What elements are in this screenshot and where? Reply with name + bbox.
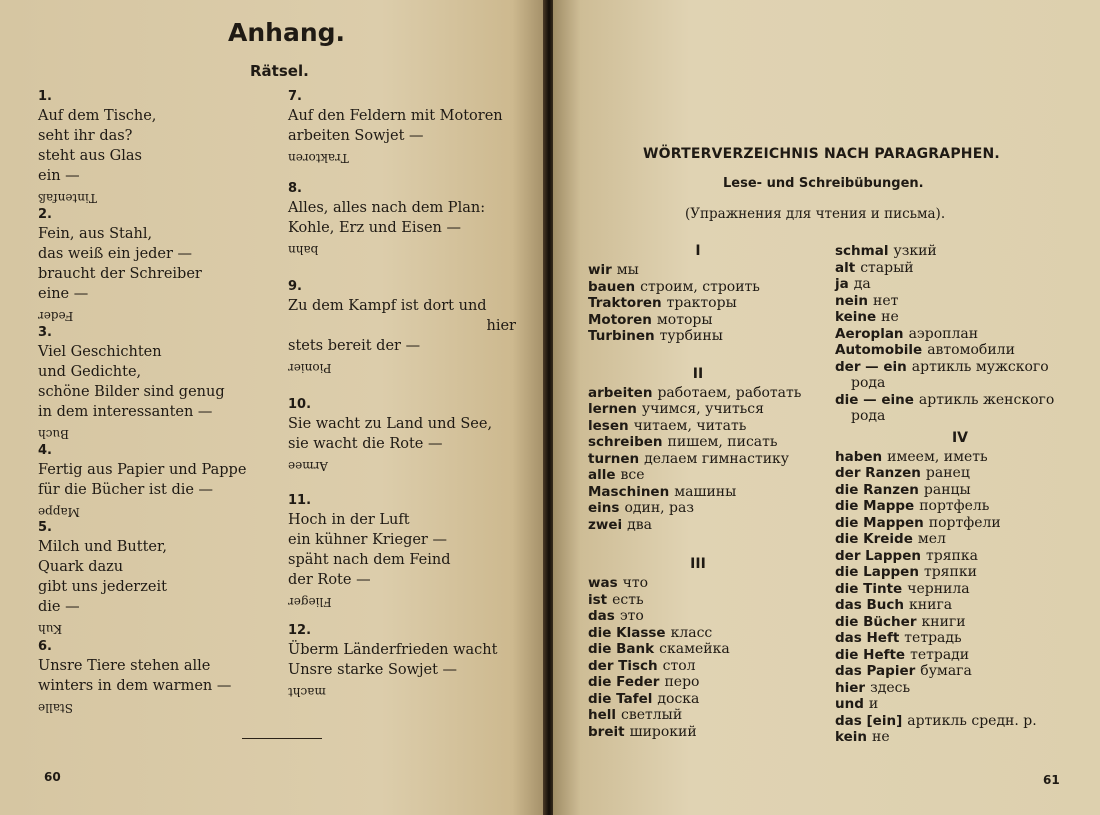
russian-translation: класс (670, 624, 713, 641)
vocab-entry (835, 260, 1085, 277)
vocab-entry (835, 309, 1085, 326)
russian-translation: широкий (629, 723, 697, 740)
vocab-entry (588, 707, 808, 724)
riddle-line: Viel Geschichten (38, 344, 162, 360)
vocab-entry (588, 312, 808, 329)
section-numeral: I (695, 243, 701, 259)
vocab-entry (835, 326, 1085, 343)
glossary-subheading: Lese- und Schreibübungen. (723, 176, 924, 191)
riddle-line: für die Bücher ist die — (38, 482, 214, 498)
german-word: hell (588, 707, 617, 723)
riddle-number: 8. (288, 181, 302, 196)
german-word: das Buch (835, 597, 905, 613)
riddle (288, 88, 516, 168)
german-word: die Mappen (835, 514, 924, 531)
riddle-answer-inverted: Armee (288, 459, 328, 473)
riddle (288, 180, 516, 260)
russian-translation: один, раз (624, 500, 694, 516)
riddle-line: eine — (38, 286, 89, 302)
german-word: die Klasse (588, 624, 666, 641)
vocab-entry (835, 630, 1085, 647)
riddle (288, 278, 516, 378)
right-page (553, 0, 1100, 815)
german-word: was (588, 575, 618, 591)
russian-translation: тетрадь (904, 630, 962, 646)
german-word: das Heft (835, 630, 900, 646)
russian-translation: книга (909, 597, 953, 613)
russian-translation: читаем, читать (633, 417, 747, 434)
riddle (38, 519, 268, 639)
german-word: keine (835, 309, 877, 325)
riddle-line: stets bereit der — (288, 338, 421, 354)
german-word: ja (835, 276, 849, 292)
riddle-line: Unsre Tiere stehen alle (38, 658, 211, 674)
riddle-number: 3. (38, 325, 52, 340)
russian-translation: имеем, иметь (887, 448, 988, 465)
russian-translation: здесь (870, 679, 911, 696)
riddle-line: das weiß ein jeder — (38, 246, 193, 262)
russian-translation: тетради (910, 646, 970, 663)
german-word: die — eine (835, 391, 914, 408)
russian-translation: старый (860, 259, 914, 276)
vocab-entry (588, 467, 808, 484)
vocab-column-right (835, 243, 1085, 746)
russian-translation: артикль средн. р. (907, 712, 1037, 729)
riddle-line: Auf den Feldern mit Motoren (288, 108, 503, 124)
russian-translation: нет (873, 292, 899, 309)
riddle-number: 5. (38, 520, 52, 535)
vocab-entry (835, 243, 1085, 260)
riddle-answer-inverted: Stalle (38, 701, 73, 715)
vocab-entry (835, 465, 1085, 482)
vocab-entry (588, 592, 808, 609)
german-word: Turbinen (588, 328, 655, 344)
russian-translation: что (622, 575, 649, 591)
riddle (288, 492, 516, 612)
vocab-entry (835, 729, 1085, 746)
russian-translation: чернила (907, 580, 970, 597)
riddle (38, 442, 268, 522)
german-word: die Lappen (835, 564, 919, 580)
riddle (38, 206, 268, 326)
vocab-entry (835, 342, 1085, 359)
german-word: zwei (588, 516, 623, 533)
vocab-entry (588, 279, 808, 296)
russian-translation: узкий (893, 243, 937, 259)
german-word: die Tinte (835, 580, 903, 597)
german-word: Automobile (835, 342, 923, 358)
riddle-line: und Gedichte, (38, 364, 142, 380)
russian-translation: тряпки (923, 564, 977, 580)
vocab-entry (588, 385, 808, 402)
vocab-entry (835, 614, 1085, 631)
riddle-number: 2. (38, 207, 52, 222)
vocab-entry (835, 498, 1085, 515)
vocab-entry (588, 674, 808, 691)
riddles-heading: Rätsel. (250, 62, 309, 80)
riddle-line: schöne Bilder sind genug (38, 384, 225, 400)
vocab-entry (835, 647, 1085, 664)
riddle-number: 12. (288, 623, 312, 638)
vocab-entry (835, 359, 1085, 376)
german-word: die Ranzen (835, 481, 919, 498)
riddle-line: Unsre starke Sowjet — (288, 662, 458, 678)
russian-translation: скамейка (659, 641, 730, 657)
glossary-subheading-russian: (Упражнения для чтения и письма). (685, 206, 946, 222)
riddle-line: ein kühner Krieger — (288, 532, 447, 548)
german-word: die Mappe (835, 498, 915, 514)
riddle-line: Alles, alles nach dem Plan: (288, 200, 486, 216)
vocab-entry (835, 515, 1085, 532)
riddle-line: ein — (38, 168, 80, 184)
russian-translation: тракторы (666, 295, 737, 311)
german-word: ist (588, 591, 608, 608)
german-word: alle (588, 467, 616, 483)
riddle-answer-inverted: Kuh (38, 622, 63, 636)
riddle-line: Quark dazu (38, 559, 124, 575)
vocab-entry (588, 401, 808, 418)
german-word: lesen (588, 417, 629, 434)
russian-translation: есть (612, 591, 644, 608)
russian-translation: светлый (621, 707, 683, 723)
riddle-answer-inverted: Mappe (38, 505, 80, 519)
riddle-answer-inverted: Feder (38, 309, 74, 323)
german-word: nein (835, 292, 869, 309)
russian-translation: книги (921, 613, 966, 630)
german-word: die Feder (588, 674, 660, 690)
riddle-number: 9. (288, 279, 302, 294)
riddle-line: Milch und Butter, (38, 539, 167, 555)
german-word: die Hefte (835, 646, 906, 663)
german-word: die Tafel (588, 690, 653, 707)
riddle-line: Fein, aus Stahl, (38, 226, 153, 242)
vocab-entry (835, 696, 1085, 713)
riddle-line: der Rote — (288, 572, 371, 588)
russian-translation: это (619, 608, 644, 624)
page-title: Anhang. (228, 18, 346, 47)
section-numeral: IV (951, 429, 969, 446)
vocab-entry (588, 625, 808, 642)
section-numeral: II (692, 365, 704, 382)
german-word: alt (835, 259, 856, 276)
german-word: Motoren (588, 311, 652, 328)
vocab-entry (835, 713, 1085, 730)
riddle-answer-inverted: Tintenfaß (38, 191, 97, 205)
russian-translation: не (872, 729, 890, 745)
riddle-line: die — (38, 599, 80, 615)
glossary-heading: WÖRTERVERZEICHNIS NACH PARAGRAPHEN. (643, 146, 1000, 162)
riddle-line: Auf dem Tische, (38, 108, 157, 124)
russian-translation: и (868, 696, 879, 712)
russian-translation: стол (662, 657, 696, 674)
riddle-line: Überm Länderfrieden wacht (288, 642, 498, 658)
page-number-left: 60 (44, 770, 61, 784)
left-page (0, 0, 545, 815)
translation-continuation: рода (851, 375, 886, 391)
vocab-entry (835, 293, 1085, 310)
german-word: das Papier (835, 663, 916, 679)
riddle-number: 11. (288, 493, 312, 508)
german-word: der Ranzen (835, 465, 921, 481)
vocab-entry (835, 276, 1085, 293)
vocab-entry (588, 724, 808, 741)
russian-translation: доска (657, 690, 700, 707)
riddle (38, 324, 268, 444)
german-word: Aeroplan (835, 325, 904, 342)
german-word: Traktoren (588, 295, 662, 311)
vocab-entry (835, 564, 1085, 581)
german-word: die Bücher (835, 613, 917, 630)
russian-translation: артикль мужского (911, 358, 1049, 375)
vocab-entry (588, 451, 808, 468)
russian-translation: ранец (925, 465, 970, 481)
riddle-answer-inverted: Traktoren (288, 151, 349, 165)
riddle-line: gibt uns jederzeit (38, 579, 167, 595)
vocab-entry (588, 575, 808, 592)
russian-translation: машины (674, 483, 737, 500)
vocab-entry (588, 517, 808, 534)
vocab-entry (835, 392, 1085, 409)
riddle-answer-inverted: Buch (38, 427, 69, 441)
vocab-entry (588, 262, 808, 279)
russian-translation: ранцы (923, 481, 971, 498)
russian-translation: моторы (656, 311, 713, 328)
german-word: kein (835, 729, 868, 745)
riddle-line: in dem interessanten — (38, 404, 213, 420)
russian-translation: делаем гимнастику (644, 450, 790, 467)
german-word: bauen (588, 278, 636, 295)
vocab-entry (588, 658, 808, 675)
german-word: lernen (588, 401, 637, 417)
russian-translation: артикль женского (918, 391, 1055, 408)
german-word: der Tisch (588, 657, 658, 674)
riddle-line: hier (486, 318, 516, 334)
riddle-answer-inverted: macht (288, 685, 326, 699)
riddle-line: Zu dem Kampf ist dort und (288, 298, 487, 314)
riddle-answer-inverted: bahn (288, 243, 319, 257)
russian-translation: пишем, писать (667, 434, 778, 450)
russian-translation: мы (616, 262, 639, 278)
german-word: Maschinen (588, 483, 670, 500)
vocab-entry (835, 663, 1085, 680)
vocab-entry (588, 608, 808, 625)
section-numeral: III (690, 556, 706, 572)
vocab-entry (835, 531, 1085, 548)
german-word: schreiben (588, 434, 663, 450)
german-word: haben (835, 448, 883, 465)
russian-translation: перо (664, 674, 700, 690)
russian-translation: бумага (920, 663, 972, 679)
riddle-number: 4. (38, 443, 52, 458)
riddle-answer-inverted: Pionier (288, 361, 332, 375)
vocab-entry (588, 484, 808, 501)
german-word: der Lappen (835, 547, 921, 564)
german-word: schmal (835, 243, 889, 259)
riddle-line: sie wacht die Rote — (288, 436, 443, 452)
vocab-entry (835, 581, 1085, 598)
german-word: die Bank (588, 641, 655, 657)
vocab-entry (588, 418, 808, 435)
riddle-number: 6. (38, 639, 52, 654)
german-word: das (588, 608, 615, 624)
german-word: der — ein (835, 358, 907, 375)
vocab-entry (588, 295, 808, 312)
russian-translation: портфели (928, 514, 1001, 531)
riddle-line: steht aus Glas (38, 148, 142, 164)
riddle (288, 396, 516, 476)
russian-translation: не (881, 309, 899, 325)
riddle-number: 7. (288, 89, 302, 104)
german-word: und (835, 696, 864, 712)
german-word: turnen (588, 450, 640, 467)
riddle (38, 88, 268, 208)
vocab-column-left (588, 242, 808, 740)
riddle-line: seht ihr das? (38, 128, 133, 144)
translation-continuation: рода (851, 408, 886, 424)
vocab-entry (588, 328, 808, 345)
riddle-line: arbeiten Sowjet — (288, 128, 424, 144)
riddle (288, 622, 516, 702)
riddle-line: Sie wacht zu Land und See, (288, 416, 493, 432)
german-word: arbeiten (588, 384, 653, 401)
vocab-entry (588, 500, 808, 517)
riddle-line: braucht der Schreiber (38, 266, 202, 282)
vocab-entry (835, 548, 1085, 565)
german-word: wir (588, 262, 612, 278)
vocab-entry (835, 482, 1085, 499)
russian-translation: турбины (659, 328, 723, 344)
russian-translation: два (627, 516, 652, 533)
section-divider (242, 738, 322, 739)
riddle-line: späht nach dem Feind (288, 552, 451, 568)
german-word: die Kreide (835, 531, 913, 547)
russian-translation: все (620, 467, 645, 483)
russian-translation: тряпка (925, 547, 978, 564)
russian-translation: мел (917, 531, 946, 547)
vocab-entry (835, 449, 1085, 466)
riddle-line: winters in dem warmen — (38, 678, 232, 694)
russian-translation: портфель (919, 498, 990, 514)
vocab-entry (835, 680, 1085, 697)
german-word: eins (588, 500, 620, 516)
russian-translation: учимся, учиться (641, 401, 764, 417)
russian-translation: строим, строить (640, 278, 760, 295)
russian-translation: работаем, работать (657, 384, 802, 401)
page-number-right: 61 (1043, 773, 1060, 787)
russian-translation: аэроплан (908, 325, 979, 342)
german-word: hier (835, 679, 866, 696)
riddle-line: Hoch in der Luft (288, 512, 410, 528)
vocab-entry (588, 434, 808, 451)
german-word: das [ein] (835, 712, 903, 729)
riddle-number: 1. (38, 89, 52, 104)
riddle (38, 638, 268, 718)
riddle-number: 10. (288, 397, 312, 412)
riddle-line: Kohle, Erz und Eisen — (288, 220, 461, 236)
vocab-entry (835, 597, 1085, 614)
russian-translation: да (853, 276, 871, 292)
vocab-entry (588, 691, 808, 708)
riddle-line: Fertig aus Papier und Pappe (38, 462, 247, 478)
german-word: breit (588, 723, 625, 740)
riddle-answer-inverted: Flieger (288, 595, 332, 609)
russian-translation: автомобили (927, 342, 1015, 358)
vocab-entry (588, 641, 808, 658)
